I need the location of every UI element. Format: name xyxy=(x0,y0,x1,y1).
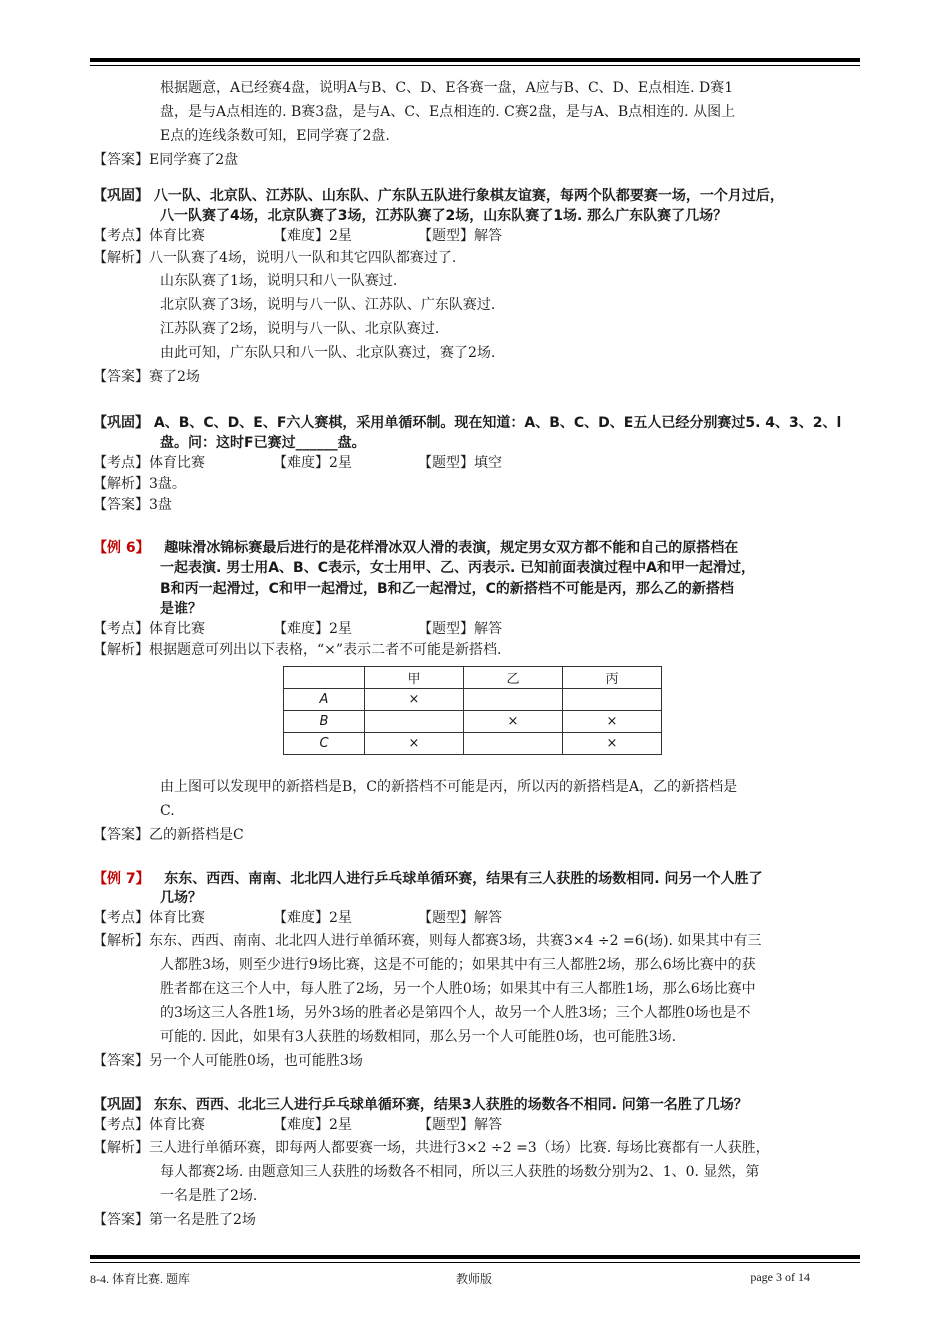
table-cell: × xyxy=(365,733,464,755)
partner-table xyxy=(283,666,662,755)
question-title-line: 盘。问：这时F已赛过______盘。 xyxy=(160,435,366,451)
table-header-cell: 甲 xyxy=(365,667,464,689)
nandu-value: 2星 xyxy=(329,910,352,926)
table-row xyxy=(284,689,662,711)
jiexi-line: 胜者都在这三个人中，每人胜了2场，另一个人胜0场；如果其中有三人都胜1场，那么6场比赛中 xyxy=(160,981,756,997)
footer-rule xyxy=(90,1255,860,1259)
question-tag: 【巩固】 xyxy=(93,415,149,431)
jiexi-line: 山东队赛了1场，说明只和八一队赛过. xyxy=(160,273,398,289)
question-tag: 【巩固】 xyxy=(93,1097,149,1113)
table-header-row xyxy=(284,667,662,689)
question-consolidate-2 xyxy=(93,413,868,516)
nandu-tag: 【难度】 xyxy=(273,910,329,926)
table-row xyxy=(284,733,662,755)
table-header-cell: 乙 xyxy=(464,667,563,689)
jiexi-line: 可能的. 因此，如果有3人获胜的场数相同，那么另一个人可能胜0场，也可能胜3场. xyxy=(160,1029,677,1045)
footer-rule-thin xyxy=(90,1262,860,1263)
example-title-line: 是谁？ xyxy=(160,601,202,617)
kaodian-tag: 【考点】 xyxy=(93,621,149,637)
answer-text: 第一名是胜了2场 xyxy=(149,1212,256,1228)
answer-text: 另一个人可能胜0场，也可能胜3场 xyxy=(149,1053,363,1069)
table-cell xyxy=(365,711,464,733)
answer-text: E同学赛了2盘 xyxy=(149,152,239,168)
jiexi-tag: 【解析】 xyxy=(93,642,149,658)
kaodian-tag: 【考点】 xyxy=(93,228,149,244)
jiexi-tag: 【解析】 xyxy=(93,933,149,949)
tixing-tag: 【题型】 xyxy=(418,910,474,926)
answer-tag: 【答案】 xyxy=(93,1212,149,1228)
header-rule xyxy=(90,58,860,62)
question-meta xyxy=(93,1115,868,1136)
question-meta xyxy=(93,226,868,247)
kaodian-value: 体育比赛 xyxy=(149,910,205,926)
question-meta xyxy=(93,619,868,640)
tixing-value: 解答 xyxy=(474,910,502,926)
page-content xyxy=(93,76,868,1232)
table-row xyxy=(284,711,662,733)
nandu-value: 2星 xyxy=(329,621,352,637)
table-cell: × xyxy=(563,711,662,733)
example-tag: 【例 6】 xyxy=(93,540,150,556)
intro-line: 盘，是与A点相连的. B赛3盘，是与A、C、E点相连的. C赛2盘，是与A、B点相连的. 从图上 xyxy=(160,104,736,120)
conclusion-line: C. xyxy=(160,803,175,819)
footer-edition: 教师版 xyxy=(456,1272,493,1286)
tixing-value: 解答 xyxy=(474,228,502,244)
jiexi-line: 由此可知，广东队只和八一队、北京队赛过，赛了2场. xyxy=(160,345,496,361)
table-cell: × xyxy=(464,711,563,733)
kaodian-value: 体育比赛 xyxy=(149,1117,205,1133)
jiexi-line: 人都胜3场，则至少进行9场比赛，这是不可能的；如果其中有三人都胜2场，那么6场比赛中的获 xyxy=(160,957,756,973)
tixing-tag: 【题型】 xyxy=(418,1117,474,1133)
tixing-tag: 【题型】 xyxy=(418,228,474,244)
table-header-cell xyxy=(284,667,365,689)
jiexi-tag: 【解析】 xyxy=(93,250,149,266)
nandu-tag: 【难度】 xyxy=(273,455,329,471)
question-tag: 【巩固】 xyxy=(93,188,149,204)
jiexi-line: 三人进行单循环赛，即每两人都要赛一场，共进行3×2 ÷2 =3（场）比赛. 每场比赛都有一人获胜， xyxy=(149,1140,770,1156)
nandu-tag: 【难度】 xyxy=(273,621,329,637)
jiexi-line: 八一队赛了4场，说明八一队和其它四队都赛过了. xyxy=(149,250,457,266)
example-title: 趣味滑冰锦标赛最后进行的是花样滑冰双人滑的表演，规定男女双方都不能和自己的原搭档在 xyxy=(164,540,739,556)
answer-tag: 【答案】 xyxy=(93,497,149,513)
answer-tag: 【答案】 xyxy=(93,152,149,168)
question-title: 八一队、北京队、江苏队、山东队、广东队五队进行象棋友谊赛，每两个队都要赛一场，一个月过后， xyxy=(153,188,784,204)
question-meta xyxy=(93,453,868,474)
footer-page-number: page 3 of 14 xyxy=(750,1270,810,1284)
jiexi-tag: 【解析】 xyxy=(93,1140,149,1156)
footer-doc-title: 8-4. 体育比赛. 题库 xyxy=(90,1272,190,1286)
question-meta xyxy=(93,908,868,929)
example-title-line: 几场？ xyxy=(160,890,202,906)
example-7 xyxy=(93,869,868,1073)
nandu-tag: 【难度】 xyxy=(273,1117,329,1133)
kaodian-value: 体育比赛 xyxy=(149,455,205,471)
nandu-tag: 【难度】 xyxy=(273,228,329,244)
nandu-value: 2星 xyxy=(329,1117,352,1133)
tixing-value: 填空 xyxy=(474,455,502,471)
intro-line: 根据题意，A已经赛4盘，说明A与B、C、D、E各赛一盘，A应与B、C、D、E点相连. D赛1 xyxy=(160,80,734,96)
question-title-line: 八一队赛了4场，北京队赛了3场，江苏队赛了2场，山东队赛了1场. 那么广东队赛了几场？ xyxy=(160,208,728,224)
jiexi-text: 根据题意可列出以下表格，“×”表示二者不可能是新搭档. xyxy=(149,642,502,658)
question-consolidate-1 xyxy=(93,186,868,389)
table-cell xyxy=(563,689,662,711)
jiexi-line: 东东、西西、南南、北北四人进行单循环赛，则每人都赛3场，共赛3×4 ÷2 =6(场). 如果其中有三 xyxy=(149,933,762,949)
table-cell xyxy=(464,733,563,755)
example-title: 东东、西西、南南、北北四人进行乒乓球单循环赛，结果有三人获胜的场数相同. 问另一个人胜了 xyxy=(164,871,763,887)
tixing-tag: 【题型】 xyxy=(418,455,474,471)
jiexi-line: 一名是胜了2场. xyxy=(160,1188,258,1204)
jiexi-line: 每人都赛2场. 由题意知三人获胜的场数各不相同，所以三人获胜的场数分别为2、1、0. 显然，第 xyxy=(160,1164,760,1180)
example-6 xyxy=(93,538,868,847)
tixing-tag: 【题型】 xyxy=(418,621,474,637)
table-cell: × xyxy=(563,733,662,755)
question-consolidate-3 xyxy=(93,1095,868,1232)
kaodian-tag: 【考点】 xyxy=(93,455,149,471)
kaodian-value: 体育比赛 xyxy=(149,621,205,637)
intro-solution xyxy=(93,76,868,172)
example-title-line: 一起表演. 男士用A、B、C表示，女士用甲、乙、丙表示. 已知前面表演过程中A和甲一起滑过， xyxy=(160,560,755,576)
table-cell: C xyxy=(284,733,365,755)
jiexi-line: 的3场这三人各胜1场，另外3场的胜者必是第四个人，故另一个人胜3场；三个人都胜0场也是不 xyxy=(160,1005,751,1021)
jiexi-line: 江苏队赛了2场，说明与八一队、北京队赛过. xyxy=(160,321,440,337)
header-rule-thin xyxy=(90,65,860,66)
example-title-line: B和丙一起滑过，C和甲一起滑过，B和乙一起滑过，C的新搭档不可能是丙，那么乙的新搭档 xyxy=(160,581,734,597)
answer-tag: 【答案】 xyxy=(93,827,149,843)
answer-tag: 【答案】 xyxy=(93,369,149,385)
jiexi-tag: 【解析】 xyxy=(93,476,149,492)
answer-text: 乙的新搭档是C xyxy=(149,827,244,843)
table-header-cell: 丙 xyxy=(563,667,662,689)
question-title: A、B、C、D、E、F六人赛棋，采用单循环制。现在知道：A、B、C、D、E五人已经分别赛过5. 4、3、2、l xyxy=(153,415,842,431)
answer-tag: 【答案】 xyxy=(93,1053,149,1069)
table-cell: × xyxy=(365,689,464,711)
jiexi-line: 北京队赛了3场，说明与八一队、江苏队、广东队赛过. xyxy=(160,297,496,313)
question-title: 东东、西西、北北三人进行乒乓球单循环赛，结果3人获胜的场数各不相同. 问第一名胜了几场？ xyxy=(153,1097,748,1113)
tixing-value: 解答 xyxy=(474,621,502,637)
table-cell: A xyxy=(284,689,365,711)
answer-text: 赛了2场 xyxy=(149,369,200,385)
answer-text: 3盘 xyxy=(149,497,172,513)
intro-line: E点的连线条数可知，E同学赛了2盘. xyxy=(160,128,390,144)
nandu-value: 2星 xyxy=(329,228,352,244)
tixing-value: 解答 xyxy=(474,1117,502,1133)
table-cell: B xyxy=(284,711,365,733)
kaodian-value: 体育比赛 xyxy=(149,228,205,244)
jiexi-text: 3盘。 xyxy=(149,476,186,492)
kaodian-tag: 【考点】 xyxy=(93,1117,149,1133)
table-cell xyxy=(464,689,563,711)
nandu-value: 2星 xyxy=(329,455,352,471)
kaodian-tag: 【考点】 xyxy=(93,910,149,926)
example-tag: 【例 7】 xyxy=(93,871,150,887)
conclusion-line: 由上图可以发现甲的新搭档是B，C的新搭档不可能是丙，所以丙的新搭档是A，乙的新搭档是 xyxy=(160,779,738,795)
